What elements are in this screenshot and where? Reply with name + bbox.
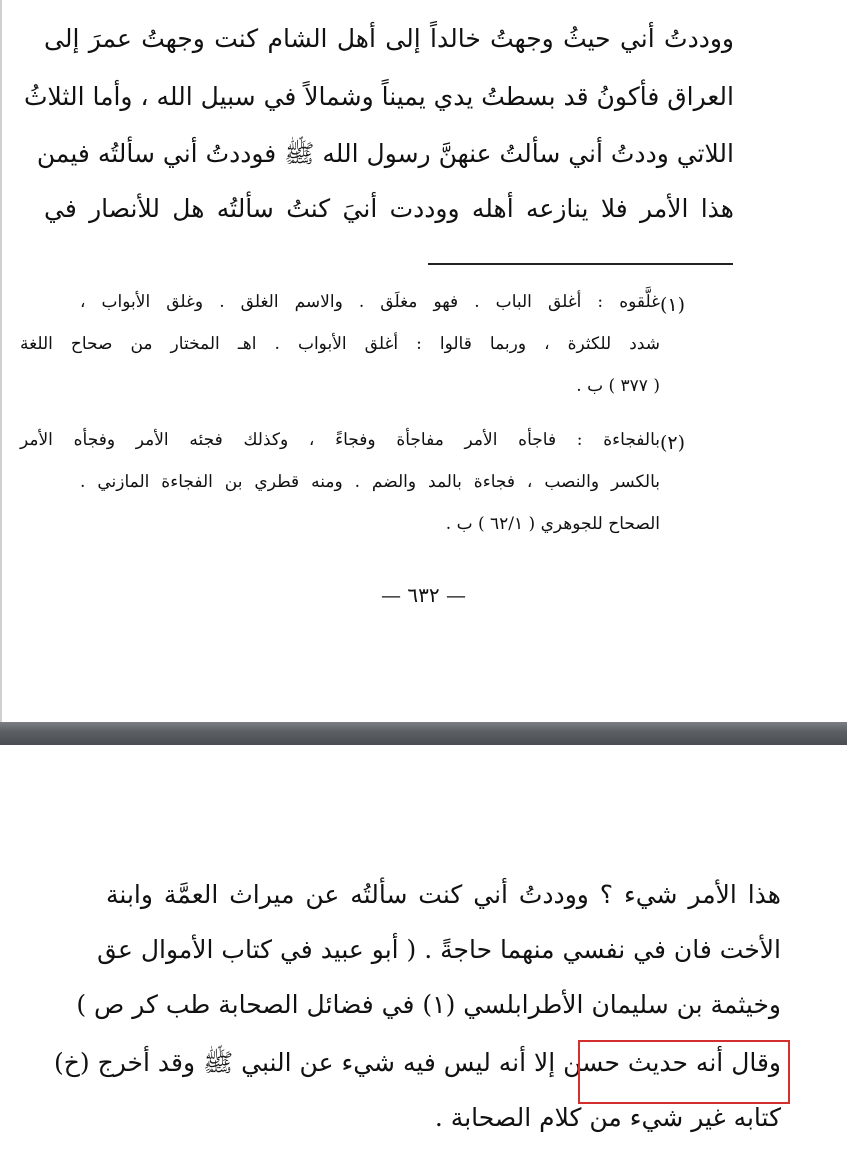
bottom-line-2: الأخت فان في نفسي منهما حاجةً . ( أبو عبيد في كتاب الأموال عق	[97, 935, 781, 964]
highlight-box	[578, 1040, 790, 1104]
main-line-1: ووددتُ أني حيثُ وجهتُ خالداً إلى أهل الشام كنت وجهتُ عمرَ إلى	[44, 24, 734, 53]
main-line-4: هذا الأمر فلا ينازعه أهله ووددت أنيَ كنتُ سألتُه هل للأنصار في	[44, 194, 734, 223]
bottom-line-4: وقال أنه حديث حسن إلا أنه ليس فيه شيء عن النبي ﷺ وقد أخرج (خ)	[54, 1048, 781, 1077]
page-divider-bar	[0, 722, 847, 745]
footnote-2-line-1: بالفجاءة : فاجأه الأمر مفاجأة وفجاءً ، وكذلك فجئه الأمر وفجأه الأمر	[20, 430, 660, 450]
page-number: — ٦٣٢ —	[381, 583, 466, 607]
footnote-2-number: (٢)	[660, 432, 686, 454]
footnote-1-line-2: شدد للكثرة ، وربما قالوا : أغلق الأبواب . اهـ المختار من صحاح اللغة	[20, 334, 660, 354]
bottom-line-5: كتابه غير شيء من كلام الصحابة .	[434, 1103, 781, 1132]
footnote-2-line-2: بالكسر والنصب ، فجاءة بالمد والضم . ومنه قطري بن الفجاءة المازني .	[80, 472, 660, 492]
footnote-1-line-3: ( ٣٧٧ ) ب .	[576, 376, 660, 396]
bottom-line-1: هذا الأمر شيء ؟ ووددتُ أني كنت سألتُه عن ميراث العمَّة وابنة	[106, 880, 781, 909]
footnote-separator	[428, 263, 733, 265]
left-edge-line	[0, 0, 2, 722]
footnote-1-number: (١)	[660, 294, 686, 316]
footnote-1-line-1: غلَّقوه : أغلق الباب . فهو مغلَق . والاسم الغلق . وغلق الأبواب ،	[80, 292, 660, 312]
main-line-3: اللاتي وددتُ أني سألتُ عنهنَّ رسول الله ﷺ فوددتُ أني سألتُه فيمن	[36, 139, 734, 168]
footnote-2-line-3: الصحاح للجوهري ( ٦٢/١ ) ب .	[445, 514, 660, 534]
bottom-line-3: وخيثمة بن سليمان الأطرابلسي (١) في فضائل الصحابة طب كر ص )	[76, 990, 781, 1019]
main-line-2: العراق فأكونُ قد بسطتُ يدي يميناً وشمالاً في سبيل الله ، وأما الثلاثُ	[23, 82, 734, 111]
